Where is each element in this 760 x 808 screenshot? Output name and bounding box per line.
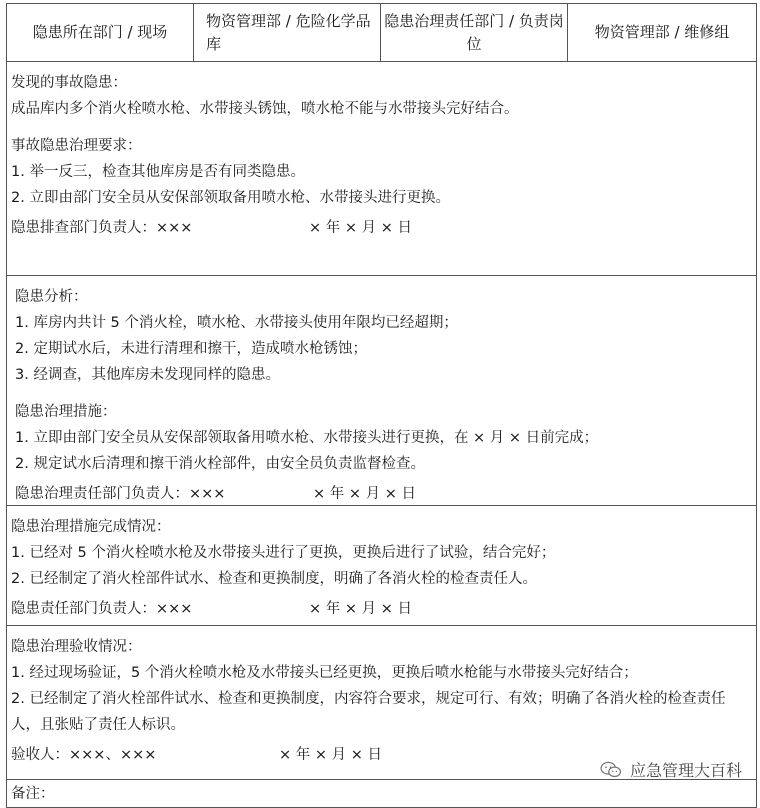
signature-line	[11, 596, 752, 622]
analysis-item: 1. 库房内共计 5 个消火栓，喷水枪、水带接头使用年限均已经超期；	[15, 315, 458, 331]
sign-date: × 年 × 月 × 日	[309, 601, 412, 617]
form-header-row	[7, 4, 756, 62]
acceptance-title: 隐患治理验收情况：	[11, 639, 142, 655]
found-desc: 成品库内多个消火栓喷水枪、水带接头锈蚀，喷水枪不能与水带接头完好结合。	[11, 101, 519, 117]
found-title: 发现的事故隐患：	[11, 75, 127, 91]
analysis-item: 3. 经调查，其他库房未发现同样的隐患。	[15, 367, 280, 383]
requirement-item: 1. 举一反三，检查其他库房是否有同类隐患。	[11, 164, 305, 180]
completion-item: 2. 已经制定了消火栓部件试水、检查和更换制度，明确了各消火栓的检查责任人。	[11, 571, 537, 587]
sign-date: × 年 × 月 × 日	[309, 220, 412, 236]
measures-title: 隐患治理措施：	[15, 404, 117, 420]
measure-item: 2. 规定试水后清理和擦干消火栓部件，由安全员负责监督检查。	[15, 456, 425, 472]
acceptance-section	[7, 626, 756, 780]
analysis-title: 隐患分析：	[15, 289, 88, 305]
completion-item: 1. 已经对 5 个消火栓喷水枪及水带接头进行了更换，更换后进行了试验，结合完好；	[11, 545, 556, 561]
analysis-item: 2. 定期试水后，未进行清理和擦干，造成喷水枪锈蚀；	[15, 341, 367, 357]
signature-line	[11, 215, 752, 241]
signer-label: 隐患责任部门负责人：×××	[11, 601, 193, 617]
acceptance-item: 1. 经过现场验证，5 个消火栓喷水枪及水带接头已经更换，更换后喷水枪能与水带接头完好结合；	[11, 665, 638, 681]
hazard-rectification-form	[6, 3, 757, 808]
remarks-label: 备注：	[11, 786, 55, 802]
watermark-text: 应急管理大百科	[629, 761, 742, 780]
resp-value: 物资管理部 / 维修组	[594, 23, 730, 41]
watermark	[600, 758, 742, 781]
sign-date: × 年 × 月 × 日	[279, 747, 382, 763]
dept-label: 隐患所在部门 / 现场	[7, 4, 194, 61]
signature-line	[15, 481, 752, 507]
wechat-icon	[600, 761, 622, 779]
measure-item: 1. 立即由部门安全员从安保部领取备用喷水枪、水带接头进行更换，在 × 月 × 日前完成；	[15, 430, 599, 446]
analysis-section	[7, 276, 756, 506]
sign-date: × 年 × 月 × 日	[313, 486, 416, 502]
requirement-title: 事故隐患治理要求：	[11, 138, 142, 154]
acceptance-item: 2. 已经制定了消火栓部件试水、检查和更换制度，内容符合要求，规定可行、有效；明确了各消火栓的检查责任人，且张贴了责任人标识。	[11, 691, 726, 733]
signer-label: 隐患排查部门负责人：×××	[11, 220, 193, 236]
signer-label: 隐患治理责任部门负责人：×××	[15, 486, 226, 502]
found-hazard-section	[7, 62, 756, 276]
dept-value: 物资管理部 / 危险化学品库	[194, 4, 381, 61]
signer-label: 验收人：×××、×××	[11, 747, 157, 763]
requirement-item: 2. 立即由部门安全员从安保部领取备用喷水枪、水带接头进行更换。	[11, 190, 450, 206]
completion-title: 隐患治理措施完成情况：	[11, 519, 171, 535]
resp-label: 隐患治理责任部门 / 负责岗位	[381, 4, 568, 61]
completion-section	[7, 506, 756, 626]
